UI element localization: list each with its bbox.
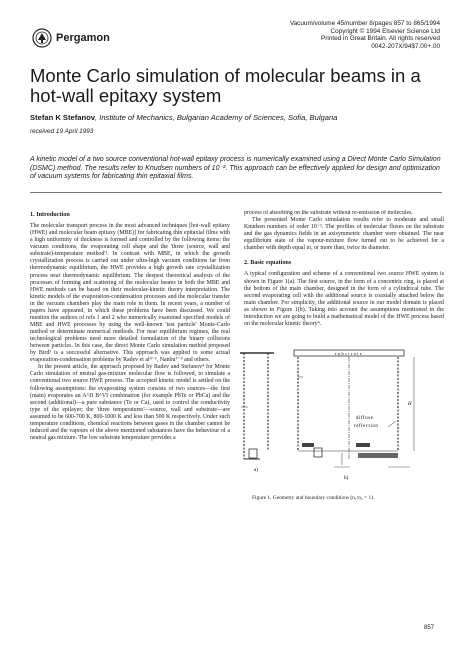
pergamon-logo-icon	[32, 28, 52, 48]
author-name: Stefan K Stefanov	[30, 113, 95, 122]
additional-source	[358, 453, 398, 458]
journal-line: Printed in Great Britain. All rights reserved	[321, 35, 440, 43]
title-line: hot-wall epitaxy system	[30, 85, 222, 106]
h-dimension-label: H	[408, 402, 412, 407]
abstract-divider	[30, 192, 442, 193]
diffuse-label: diffuse	[356, 416, 374, 421]
paragraph: A typical configuration and scheme of a conventional two source HWE system is shown in Figure 1(a). The first source, in the form of a concentric ring, is placed at the bottom of the main chamber, designed in the form of a cylindrical tube. The second evaporating cell with the additional source is coaxially attached below the main chamber. For simplicity, the additional source in our model domain is placed as shown in Figure 1(b). Taking into account the assumptions mentioned in the introduction we are going to build a mathematical model of the HWE process based on the molecular kinetic theory⁴.	[244, 271, 444, 327]
source-ring	[302, 443, 314, 447]
substrate-label: substrate	[334, 351, 364, 356]
right-column	[244, 210, 444, 345]
paragraph: The molecular transport process in the most advanced techniques [hot-wall epitaxy (HWE) and molecular beam epitaxy (MBE)] for fabricating thin epitaxial films with a high uniformity of thickness is formed and controlled by the following items: the vacuum conditions, the evaporating cell shape and the 'three (source, wall and substrate)-temperature method'¹. In contrast with MBE, in which the growth crystallization process is carried out under ultra-high vacuum conditions far from thermodynamic equilibrium, the HWE provides a high growth rate crystallization process near thermodynamic equilibrium. The deepest theoretical analysis of the processes of forming and scattering of the molecular beams in both the MBE and HWE methods can be based on their molecular-kinetic theory interpretation. The kinetic models of the evaporation-condensation processes and the molecular transfer in the vacuum chambers play the main role in them. In recent years, a number of papers have appeared, in which these problems have been discussed. We could mention the authors of refs 1 and 2 who numerically examined specified models of MBE and HWE processes by using the well-known 'test particle' Monte-Carlo method or determinate numerical methods. For near equilibrium regimes, the real technological problems need more detailed formulation of the binary collisions between particles. In this case, the direct Monte Carlo simulation method proposed by Bird³ is a successful alternative. This approach was applied to some actual evaporation-condensation problems by Radev et al⁴⁻⁶, Nanbu⁷⁻⁹ and others.	[30, 223, 230, 364]
figure-panel-a	[240, 353, 274, 459]
journal-info	[290, 20, 440, 50]
section-heading: 2. Basic equations	[244, 259, 292, 267]
article-title	[30, 66, 450, 106]
source-ring	[356, 443, 370, 447]
abstract: A kinetic model of a two source conventional hot-wall epitaxy process is numerically examined using a Direct Monte Carlo Simulation (DSMC) method. The results refer to Knudsen numbers of 10⁻². This approach can be effectively applied for design and optimization of vacuum systems for fabricating thin epitaxial films.	[30, 156, 441, 181]
paragraph: In the present article, the approach proposed by Radev and Stefanov⁴ for Monte Carlo simulation of neutral gas-mixture molecular flow is followed, to simulate a conventional two source HWE process. The accepted kinetic model is settled on the following assumptions: the evaporating system consists of two sources—the first (main) evaporates an A^II B^VI combination (for example PbTe or PbCa) and the second (additional)—a pure substance (Te or Ca), used to control the conductivity type of the epilayer; the 'three temperatures'—source, wall and substrate—are assumed to be 600-700 K, 800-1000 K and less than 500 K respectively. Under such temperature conditions, chemical reactions between gases in the chamber cannot be induced and the vapours of the above mentioned substances have the behaviour of a neutral gas mixture. The low substrate temperature provides a	[30, 364, 230, 441]
section-heading: 1. Introduction	[30, 211, 70, 218]
page-number: 857	[424, 625, 435, 631]
reflection-label: reflection	[354, 424, 379, 429]
paragraph: The presented Monte Carlo simulation results refer to moderate and small Knudsen numbers of order 10⁻². The profiles of molecular fluxes on the substrate and the gas dynamics fields in an axisymmetric chamber were obtained. The near equilibrium state of the vapour-mixture flow turned out to be achieved for a chamber with depth equal to, or more than, twice its diameter.	[244, 217, 444, 252]
journal-line: Vacuum/volume 45/number 8/pages 857 to 865/1994	[289, 20, 440, 27]
journal-line: 0042-207X/94$7.00+.00	[371, 42, 440, 50]
title-line: Monte Carlo simulation of molecular beams in a	[30, 65, 421, 86]
publisher-name: Pergamon	[56, 32, 110, 44]
figure-panel-b	[294, 350, 414, 467]
paragraph: process of absorbing on the substrate without re-emission of molecules.	[244, 210, 413, 216]
author-affiliation: , Institute of Mechanics, Bulgarian Academy of Sciences, Sofia, Bulgaria	[94, 113, 338, 122]
panel-a-label: a)	[254, 468, 258, 473]
author-line	[30, 113, 450, 122]
figure-1	[238, 347, 448, 487]
left-column	[30, 211, 230, 636]
panel-b-label: b)	[344, 476, 349, 481]
figure-caption: Figure 1. Geometry and boundary conditions (n₁/n₂ = 1).	[252, 495, 375, 501]
received-date: received 19 April 1993	[30, 128, 94, 135]
journal-line: Copyright © 1994 Elsevier Science Ltd	[330, 27, 440, 35]
